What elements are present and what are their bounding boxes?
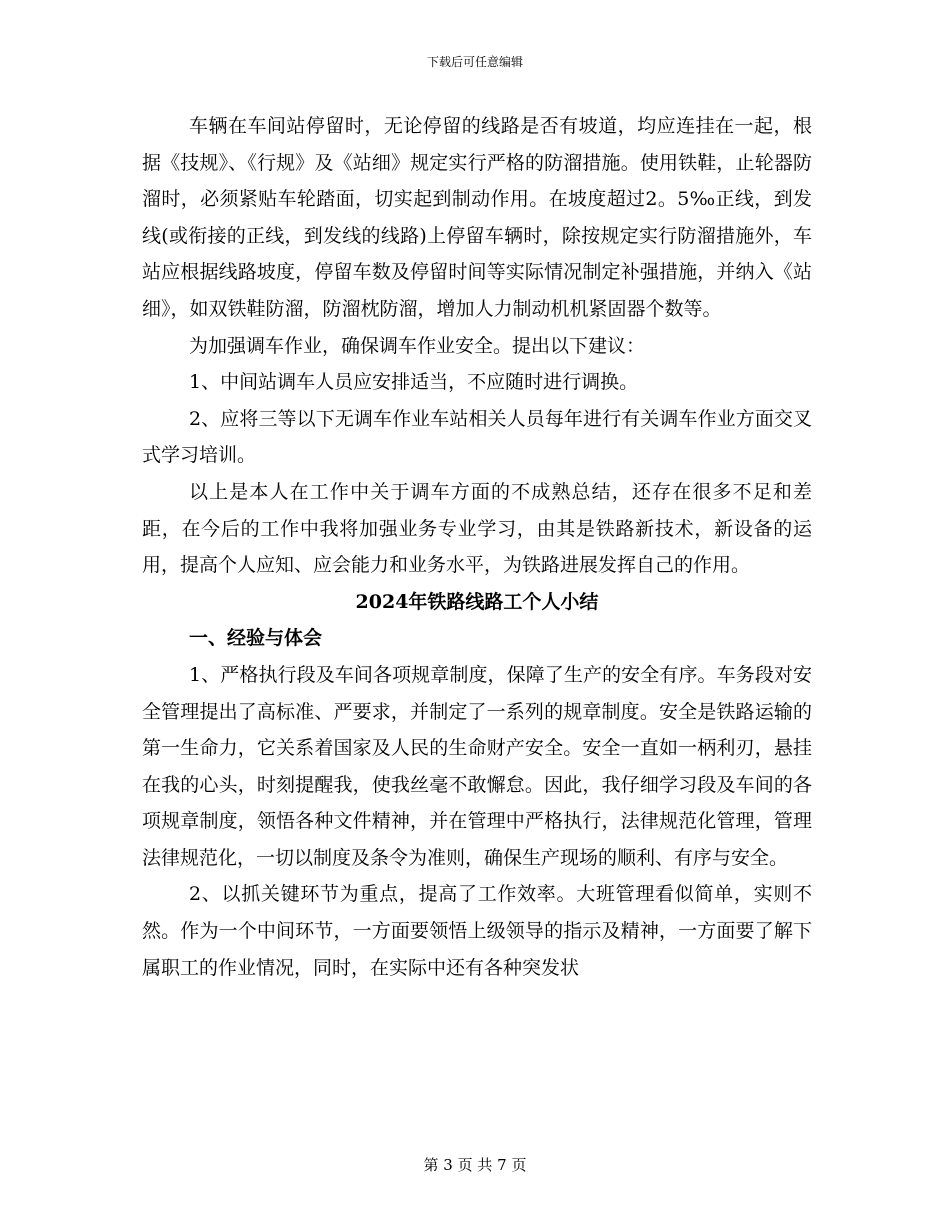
page-header: 下载后可任意编辑	[426, 55, 523, 69]
paragraph-experience-1: 1、严格执行段及车间各项规章制度，保障了生产的安全有序。车务段对安全管理提出了高标准、严要求，并制定了一系列的规章制度。安全是铁路运输的第一生命力，它关系着国家及人民的生命财产安全。安全一直如一柄利刃，悬挂在我的心头，时刻提醒我，使我丝毫不敢懈怠。因此，我仔细学习段及车间的各项规章制度，领悟各种文件精神，并在管理中严格执行，法律规范化管理，管理法律规范化，一切以制度及条令为准则，确保生产现场的顺利、有序与安全。	[142, 663, 812, 869]
paragraph-suggestion-1: 1、中间站调车人员应安排适当，不应随时进行调换。	[189, 371, 639, 394]
paragraph-suggestion-2: 2、应将三等以下无调车作业车站相关人员每年进行有关调车作业方面交叉式学习培训。	[142, 407, 812, 467]
section-title: 2024年铁路线路工个人小结	[355, 590, 599, 613]
paragraph-experience-2: 2、以抓关键环节为重点，提高了工作效率。大班管理看似简单，实则不然。作为一个中间环节，一方面要领悟上级领导的指示及精神，一方面要了解下属职工的作业情况，同时，在实际中还有各种突发状	[142, 883, 812, 979]
paragraph-anti-slip: 车辆在车间站停留时，无论停留的线路是否有坡道，均应连挂在一起，根据《技规》、《行规》及《站细》规定实行严格的防溜措施。使用铁鞋，止轮器防溜时，必须紧贴车轮踏面，切实起到制动作用。在坡度超过2。5‰正线，到发线(或衔接的正线，到发线的线路)上停留车辆时，除按规定实行防溜措施外，车站应根据线路坡度，停留车数及停留时间等实际情况制定补强措施，并纳入《站细》，如双铁鞋防溜，防溜枕防溜，增加人力制动机机紧固器个数等。	[142, 115, 812, 320]
paragraph-conclusion: 以上是本人在工作中关于调车方面的不成熟总结，还存在很多不足和差距，在今后的工作中我将加强业务专业学习，由其是铁路新技术，新设备的运用，提高个人应知、应会能力和业务水平，为铁路进展发挥自己的作用。	[142, 480, 812, 577]
page-number: 第 3 页 共 7 页	[423, 1156, 527, 1174]
document-body	[142, 108, 812, 986]
section-heading: 一、经验与体会	[189, 627, 323, 650]
paragraph-suggestions-intro: 为加强调车作业，确保调车作业安全。提出以下建议：	[189, 334, 646, 357]
